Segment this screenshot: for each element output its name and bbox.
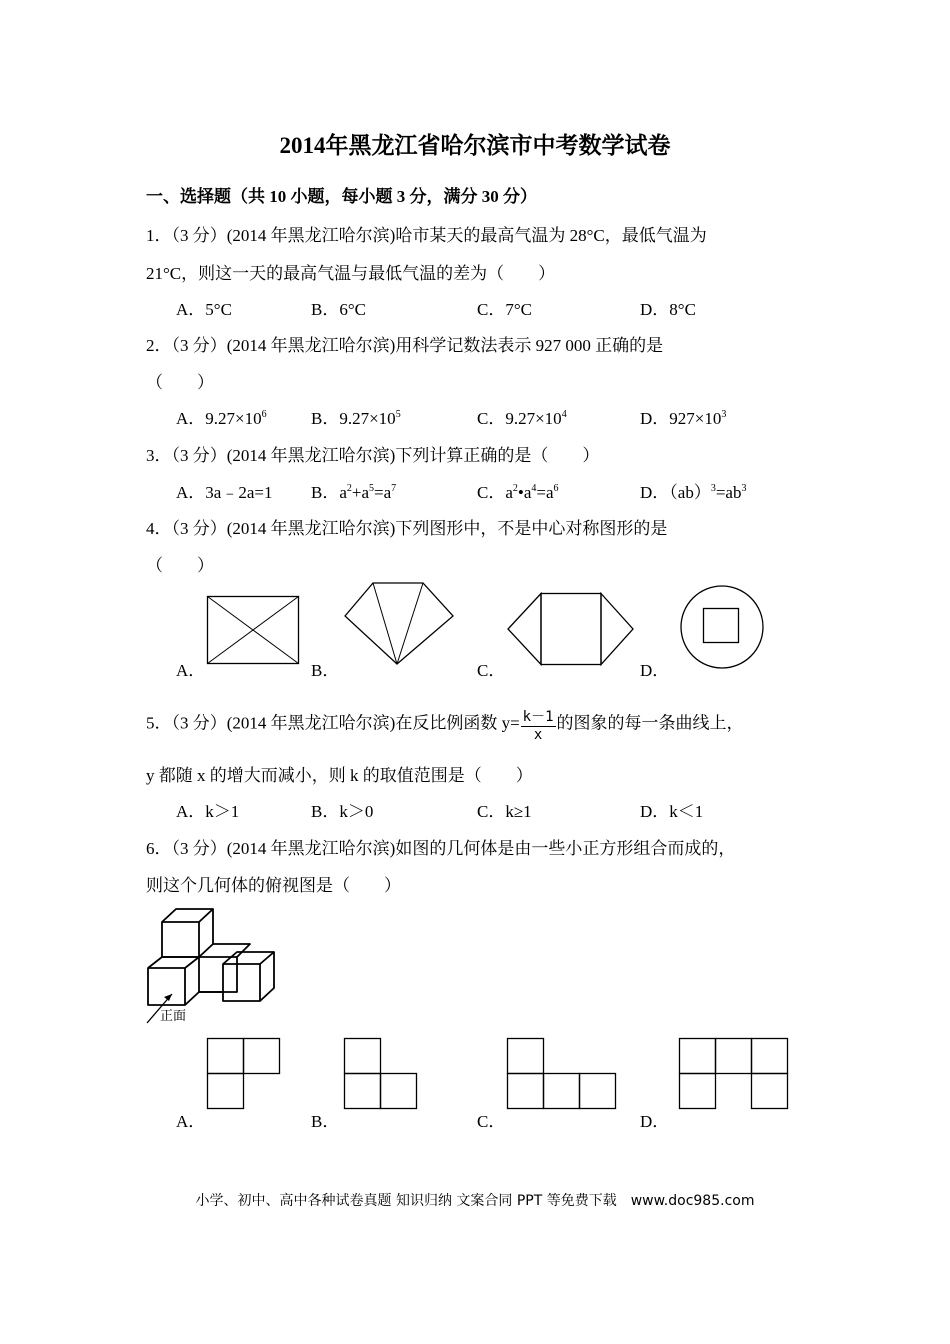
question-1-option-a: A．5°C [176, 300, 232, 319]
question-6-label-a: A． [176, 1112, 206, 1131]
question-4-label-c: C． [477, 661, 506, 680]
q4-figure-d-circle-with-square [679, 584, 765, 670]
fraction: $\frac{k-1}{x}$ [521, 706, 556, 743]
page-footer: 小学、初中、高中各种试卷真题 知识归纳 文案合同 PPT 等免费下载 www.doc985.com [195, 1193, 755, 1209]
question-5-option-a: A．k＞1 [176, 802, 240, 821]
q4-figure-c-rectangle-with-triangles [507, 593, 634, 665]
question-2-option-a: A．$9.27\times 10^6$ [176, 409, 267, 428]
question-2-option-d: D．$927\times 10^3$ [640, 409, 727, 428]
q4-figure-a-rectangle-with-diagonals [207, 596, 299, 664]
question-2-line-2: （ ） [146, 373, 214, 392]
question-6-line-2: 则这个几何体的俯视图是（ ） [146, 876, 401, 895]
question-3-option-a: A．3a﹣2a=1 [176, 483, 273, 502]
front-view-label: 正面 [160, 1009, 187, 1024]
q6-option-d-top-view [679, 1038, 789, 1110]
question-5-option-c: C．k≥1 [477, 802, 532, 821]
question-2-option-b: B．$9.27\times 10^5$ [311, 409, 401, 428]
question-4-label-b: B． [311, 661, 340, 680]
section-heading: 一、选择题（共 10 小题，每小题 3 分，满分 30 分） [146, 187, 537, 206]
question-2-option-c: C．$9.27\times 10^4$ [477, 409, 567, 428]
question-6-label-d: D． [640, 1112, 670, 1131]
question-4-line-1: 4．（3 分）(2014 年黑龙江哈尔滨)下列图形中，不是中心对称图形的是 [146, 519, 668, 538]
q6-option-b-top-view [344, 1038, 418, 1110]
question-5-line-2: y 都随 x 的增大而减小，则 k 的取值范围是（ ） [146, 766, 533, 785]
question-5-line-1: 5．（3 分）(2014 年黑龙江哈尔滨)在反比例函数 y= $\frac{k-1}{x}$ 的图象的每一条曲线上， [146, 706, 744, 743]
question-4-line-2: （ ） [146, 556, 214, 575]
question-5-option-d: D．k＜1 [640, 802, 704, 821]
question-5-option-b: B．k＞0 [311, 802, 374, 821]
question-1-option-c: C．7°C [477, 300, 532, 319]
question-1-line-2: 21°C，则这一天的最高气温与最低气温的差为（ ） [146, 264, 556, 283]
question-1-option-d: D．8°C [640, 300, 696, 319]
question-1-option-b: B．6°C [311, 300, 366, 319]
question-3-option-b: B．$a^2+a^5=a^7$ [311, 483, 397, 502]
question-6-label-c: C． [477, 1112, 506, 1131]
q4-figure-b-fan-triangles [343, 582, 455, 666]
question-1-line-1: 1．（3 分）(2014 年黑龙江哈尔滨)哈市某天的最高气温为 28°C，最低气温为 [146, 226, 707, 245]
question-4-label-d: D． [640, 661, 670, 680]
question-3-line-1: 3．（3 分）(2014 年黑龙江哈尔滨)下列计算正确的是（ ） [146, 446, 600, 465]
question-2-line-1: 2．（3 分）(2014 年黑龙江哈尔滨)用科学记数法表示 927 000 正确的是 [146, 336, 664, 355]
q6-option-a-top-view [207, 1038, 281, 1110]
question-6-label-b: B． [311, 1112, 340, 1131]
page-title: 2014年黑龙江省哈尔滨市中考数学试卷 [279, 133, 671, 158]
q6-option-c-top-view [507, 1038, 617, 1110]
question-3-option-d: D．$(ab)^3=ab^3$ [640, 483, 747, 502]
question-4-label-a: A． [176, 661, 206, 680]
question-3-option-c: C．$a^2•a^4=a^6$ [477, 483, 559, 502]
question-6-line-1: 6．（3 分）(2014 年黑龙江哈尔滨)如图的几何体是由一些小正方形组合而成的， [146, 839, 736, 858]
